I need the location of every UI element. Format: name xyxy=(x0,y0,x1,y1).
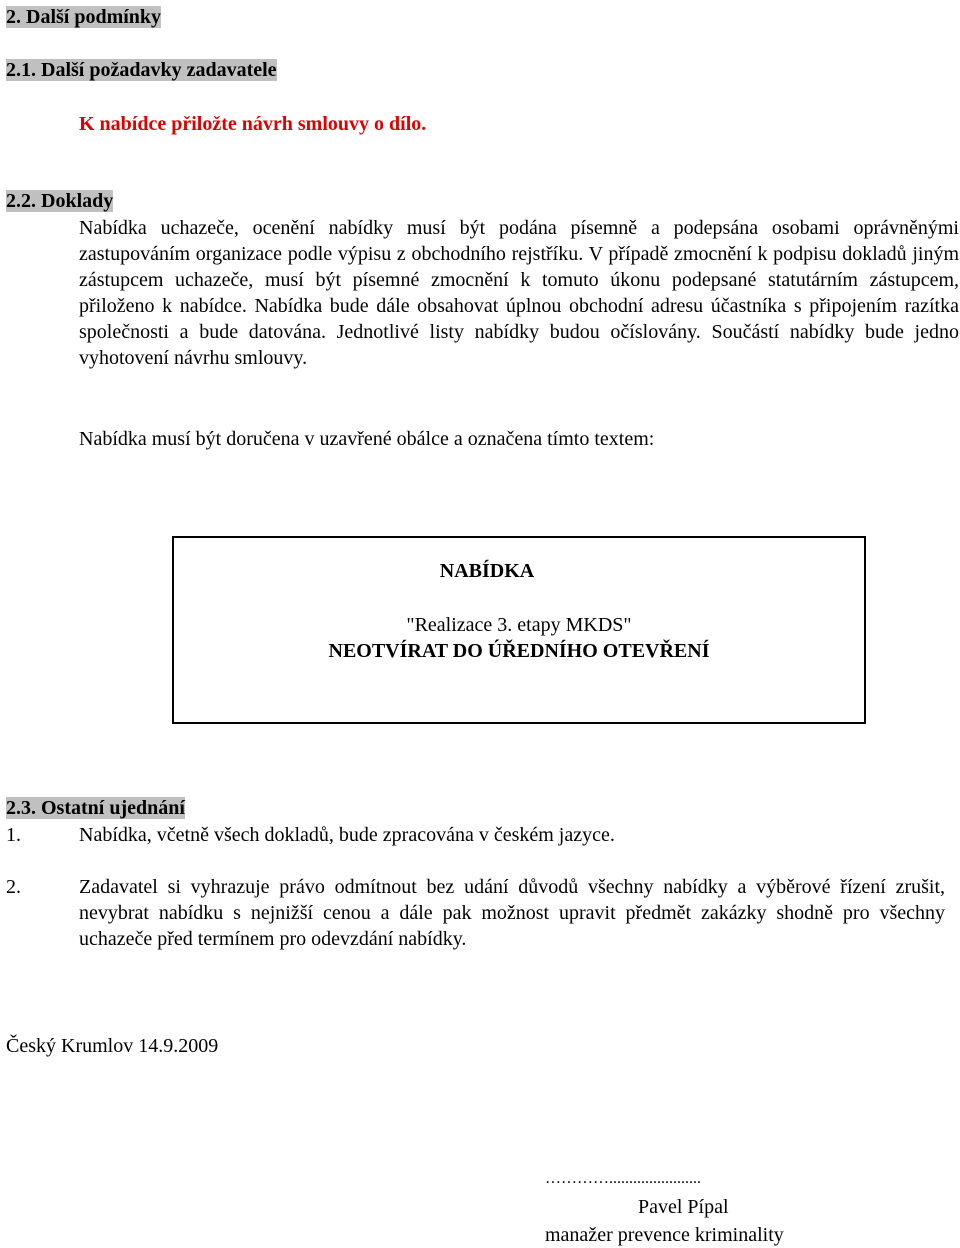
envelope-label-box xyxy=(172,536,866,724)
section-2-3-heading: 2.3. Ostatní ujednání xyxy=(6,797,185,819)
signature-line: …………....................... xyxy=(545,1170,701,1187)
signatory-name: Pavel Pípal xyxy=(638,1196,729,1218)
signature-block xyxy=(545,1168,845,1248)
list-item: Nabídka, včetně všech dokladů, bude zpracována v českém jazyce. xyxy=(79,824,615,846)
section-2-2-heading: 2.2. Doklady xyxy=(6,190,114,212)
delivery-instruction: Nabídka musí být doručena v uzavřené obálce a označena tímto textem: xyxy=(79,428,655,450)
section-2-heading: 2. Další podmínky xyxy=(6,6,162,28)
envelope-project: "Realizace 3. etapy MKDS" xyxy=(406,614,632,636)
signatory-role: manažer prevence kriminality xyxy=(545,1224,784,1246)
section-2-1-heading: 2.1. Další požadavky zadavatele xyxy=(6,59,277,81)
list-item-number: 1. xyxy=(6,824,21,846)
place-and-date: Český Krumlov 14.9.2009 xyxy=(6,1035,219,1057)
list-item-number: 2. xyxy=(6,876,21,898)
documents-paragraph: Nabídka uchazeče, ocenění nabídky musí být podána písemně a podepsána osobami oprávněnými zastupováním organizace podle výpisu z obchodního rejstříku. V případě zmocnění k podpisu dokladů jiným zástupcem uchazeče, musí být písemné zmocnění k tomuto úkonu podepsané statutárním zástupcem, přiloženo k nabídce. Nabídka bude dále obsahovat úplnou obchodní adresu účastníka s připojením razítka společnosti a bude datována. Jednotlivé listy nabídky budou očíslovány. Součástí nabídky bude jedno vyhotovení návrhu smlouvy. xyxy=(79,217,959,369)
list-item: Zadavatel si vyhrazuje právo odmítnout bez udání důvodů všechny nabídky a výběrové řízení zrušit, nevybrat nabídku s nejnižší cenou a dále pak možnost upravit předmět zakázky shodně pro všechny uchazeče před termínem pro odevzdání nabídky. xyxy=(79,876,945,950)
envelope-title: NABÍDKA xyxy=(439,560,535,582)
envelope-warning: NEOTVÍRAT DO ÚŘEDNÍHO OTEVŘENÍ xyxy=(328,640,710,662)
contract-requirement: K nabídce přiložte návrh smlouvy o dílo. xyxy=(79,113,427,135)
